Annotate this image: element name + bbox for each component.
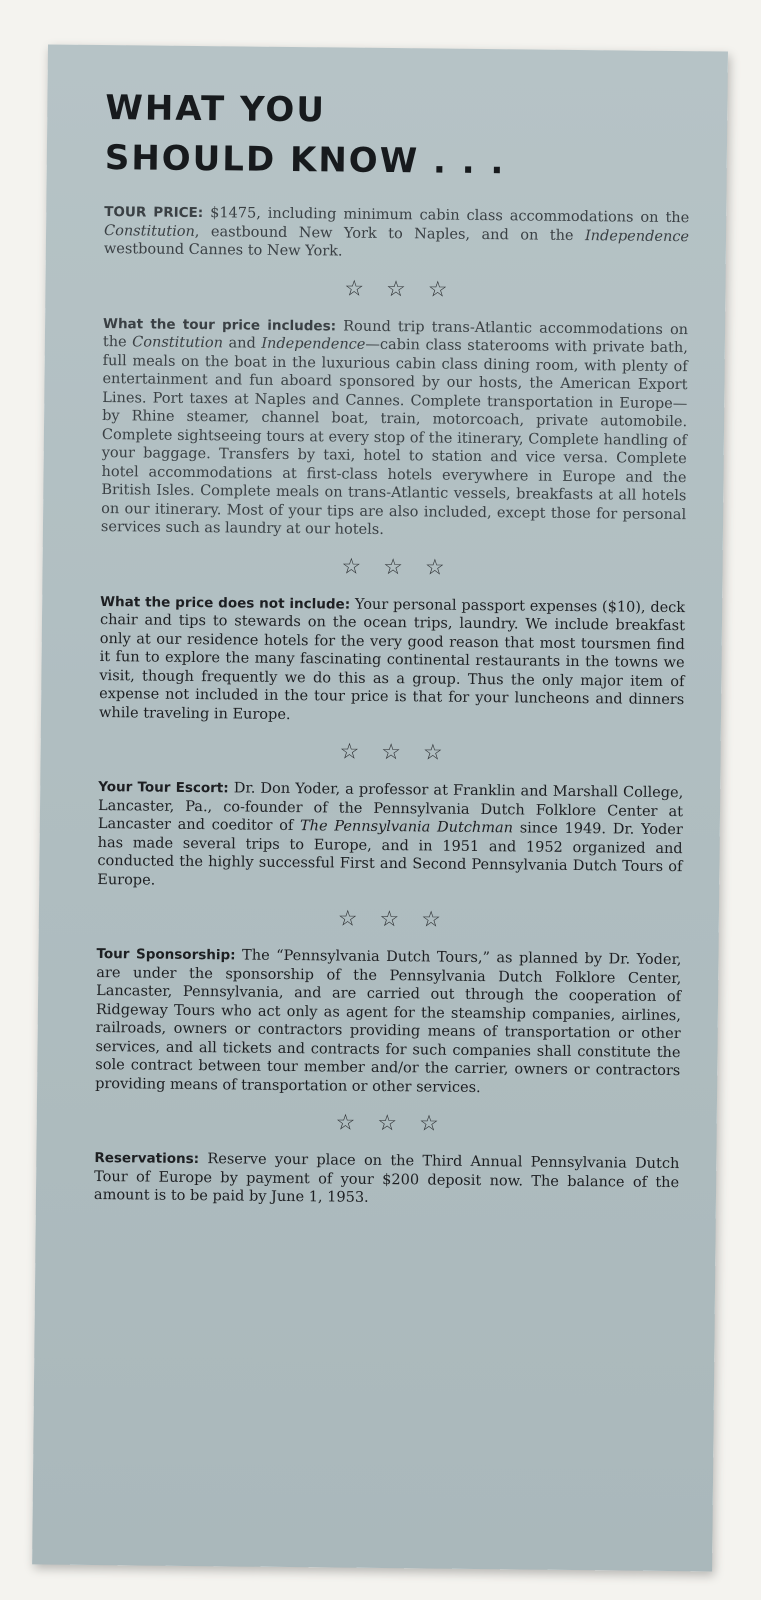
section-text: Round trip trans-Atlantic accommodations on the (102, 317, 689, 351)
section-heading: Tour Sponsorship: (96, 945, 236, 964)
price-excludes-section (99, 593, 685, 729)
star-icon: ☆ (424, 554, 467, 581)
star-icon: ☆ (421, 907, 464, 933)
page-title (105, 83, 691, 189)
star-icon: ☆ (383, 554, 426, 580)
section-heading: Your Tour Escort: (98, 779, 229, 797)
star-icon: ☆ (427, 276, 470, 303)
title-line-2: SHOULD KNOW . . . (104, 138, 506, 183)
star-divider (103, 259, 689, 321)
star-icon: ☆ (418, 1111, 461, 1137)
star-icon: ☆ (377, 1110, 420, 1137)
star-icon: ☆ (341, 554, 384, 580)
star-icon: ☆ (339, 739, 382, 765)
section-text: Your personal passport expenses ($10), deck chair and tips to stewards on the ocean trips, laundry. We include breakfast only at our residence hotels for the very good reason that most toursmen find it fun to explore the many fascinating continental restaurants in the towns we visit, though frequently we do this as a group. Thus the only major item of expense not included in the tour price is that for your luncheons and dinners while traveling in Europe. (98, 596, 686, 723)
section-text: westbound Cannes to New York. (103, 241, 343, 260)
ship-name: Independence (584, 227, 690, 245)
star-icon: ☆ (379, 906, 422, 933)
star-icon: ☆ (337, 906, 380, 932)
ship-name: Constitution (103, 222, 195, 240)
section-text: since 1949. Dr. Yoder has made several trips to Europe, and in 1951 and 1952 organized and conducted the highly successful First and Second Pennsylvania Dutch Tours of Europe. (97, 820, 683, 889)
star-icon: ☆ (344, 276, 387, 302)
section-heading: TOUR PRICE: (104, 204, 204, 222)
ship-name: Constitution (132, 334, 224, 352)
tour-sponsorship-section (95, 945, 682, 1099)
section-heading: What the tour price includes: (103, 315, 337, 334)
price-includes-section (101, 315, 688, 543)
star-icon: ☆ (385, 276, 428, 302)
leaflet-page (32, 44, 728, 1571)
star-divider (98, 722, 684, 784)
star-divider (97, 889, 683, 951)
tour-price-section (104, 203, 690, 265)
star-icon: ☆ (381, 739, 424, 766)
section-text: The “Pennsylvania Dutch Tours,” as planned by Dr. Yoder, are under the sponsorship of the Pennsylvania Dutch Folklore Center, Lancaster, Pennsylvania, and are carried out through the cooperation of Ridgeway Tours who act only as agent for the steamship companies, airlines, railroads, owners or contractors providing means of transportation or other services, and all tickets and contracts for such companies shall constitute the sole contract between tour member and/or the carrier, owners or contractors providing means of transportation or other services. (95, 947, 682, 1096)
star-icon: ☆ (422, 740, 465, 766)
title-line-1: WHAT YOU (105, 88, 327, 131)
star-icon: ☆ (335, 1110, 378, 1136)
section-text: $1475, including minimum cabin class accommodations on the (203, 205, 690, 227)
publication-name: The Pennsylvania Dutchman (299, 818, 514, 837)
star-divider (100, 537, 686, 599)
section-heading: Reservations: (94, 1149, 200, 1168)
section-text: —cabin class staterooms with private bath, full meals on the boat in the luxurious cabin class dining room, with plenty of entertainment and fun aboard sponsored by our hosts, the American Export Lines. Port taxes at Naples and Cannes. Complete transportation in Europe—by Rhine steamer, channel boat, train, motorcoach, private automobile. Complete sightseeing tours at every stop of the itinerary, Complete handling of your baggage. Transfers by taxi, hotel to station and vice versa. Complete hotel accommodations at first-class hotels everywhere in Europe and the British Isles. Complete meals on trans-Atlantic vessels, breakfasts at all hotels on our itinerary. Most of your tips are also included, except those for personal services such as laundry at our hotels. (100, 336, 688, 538)
star-divider (94, 1093, 680, 1155)
section-text: , eastbound New York to Naples, and on the (194, 223, 586, 244)
section-text: Dr. Don Yoder, a professor at Franklin and Marshall College, Lancaster, Pa., co-founder of the Pennsylvania Dutch Folklore Center at Lancaster and coeditor of (97, 780, 684, 835)
reservations-section (94, 1149, 680, 1211)
ship-name: Independence (261, 335, 366, 353)
section-text: and (222, 335, 262, 352)
section-heading: What the price does not include: (100, 593, 351, 613)
section-text: Reserve your place on the Third Annual Pennsylvania Dutch Tour of Europe by payment of your $200 deposit now. The balance of the amount is to be paid by June 1, 1953. (93, 1151, 680, 1206)
tour-escort-section (97, 778, 683, 895)
leaflet-content (94, 83, 691, 1211)
